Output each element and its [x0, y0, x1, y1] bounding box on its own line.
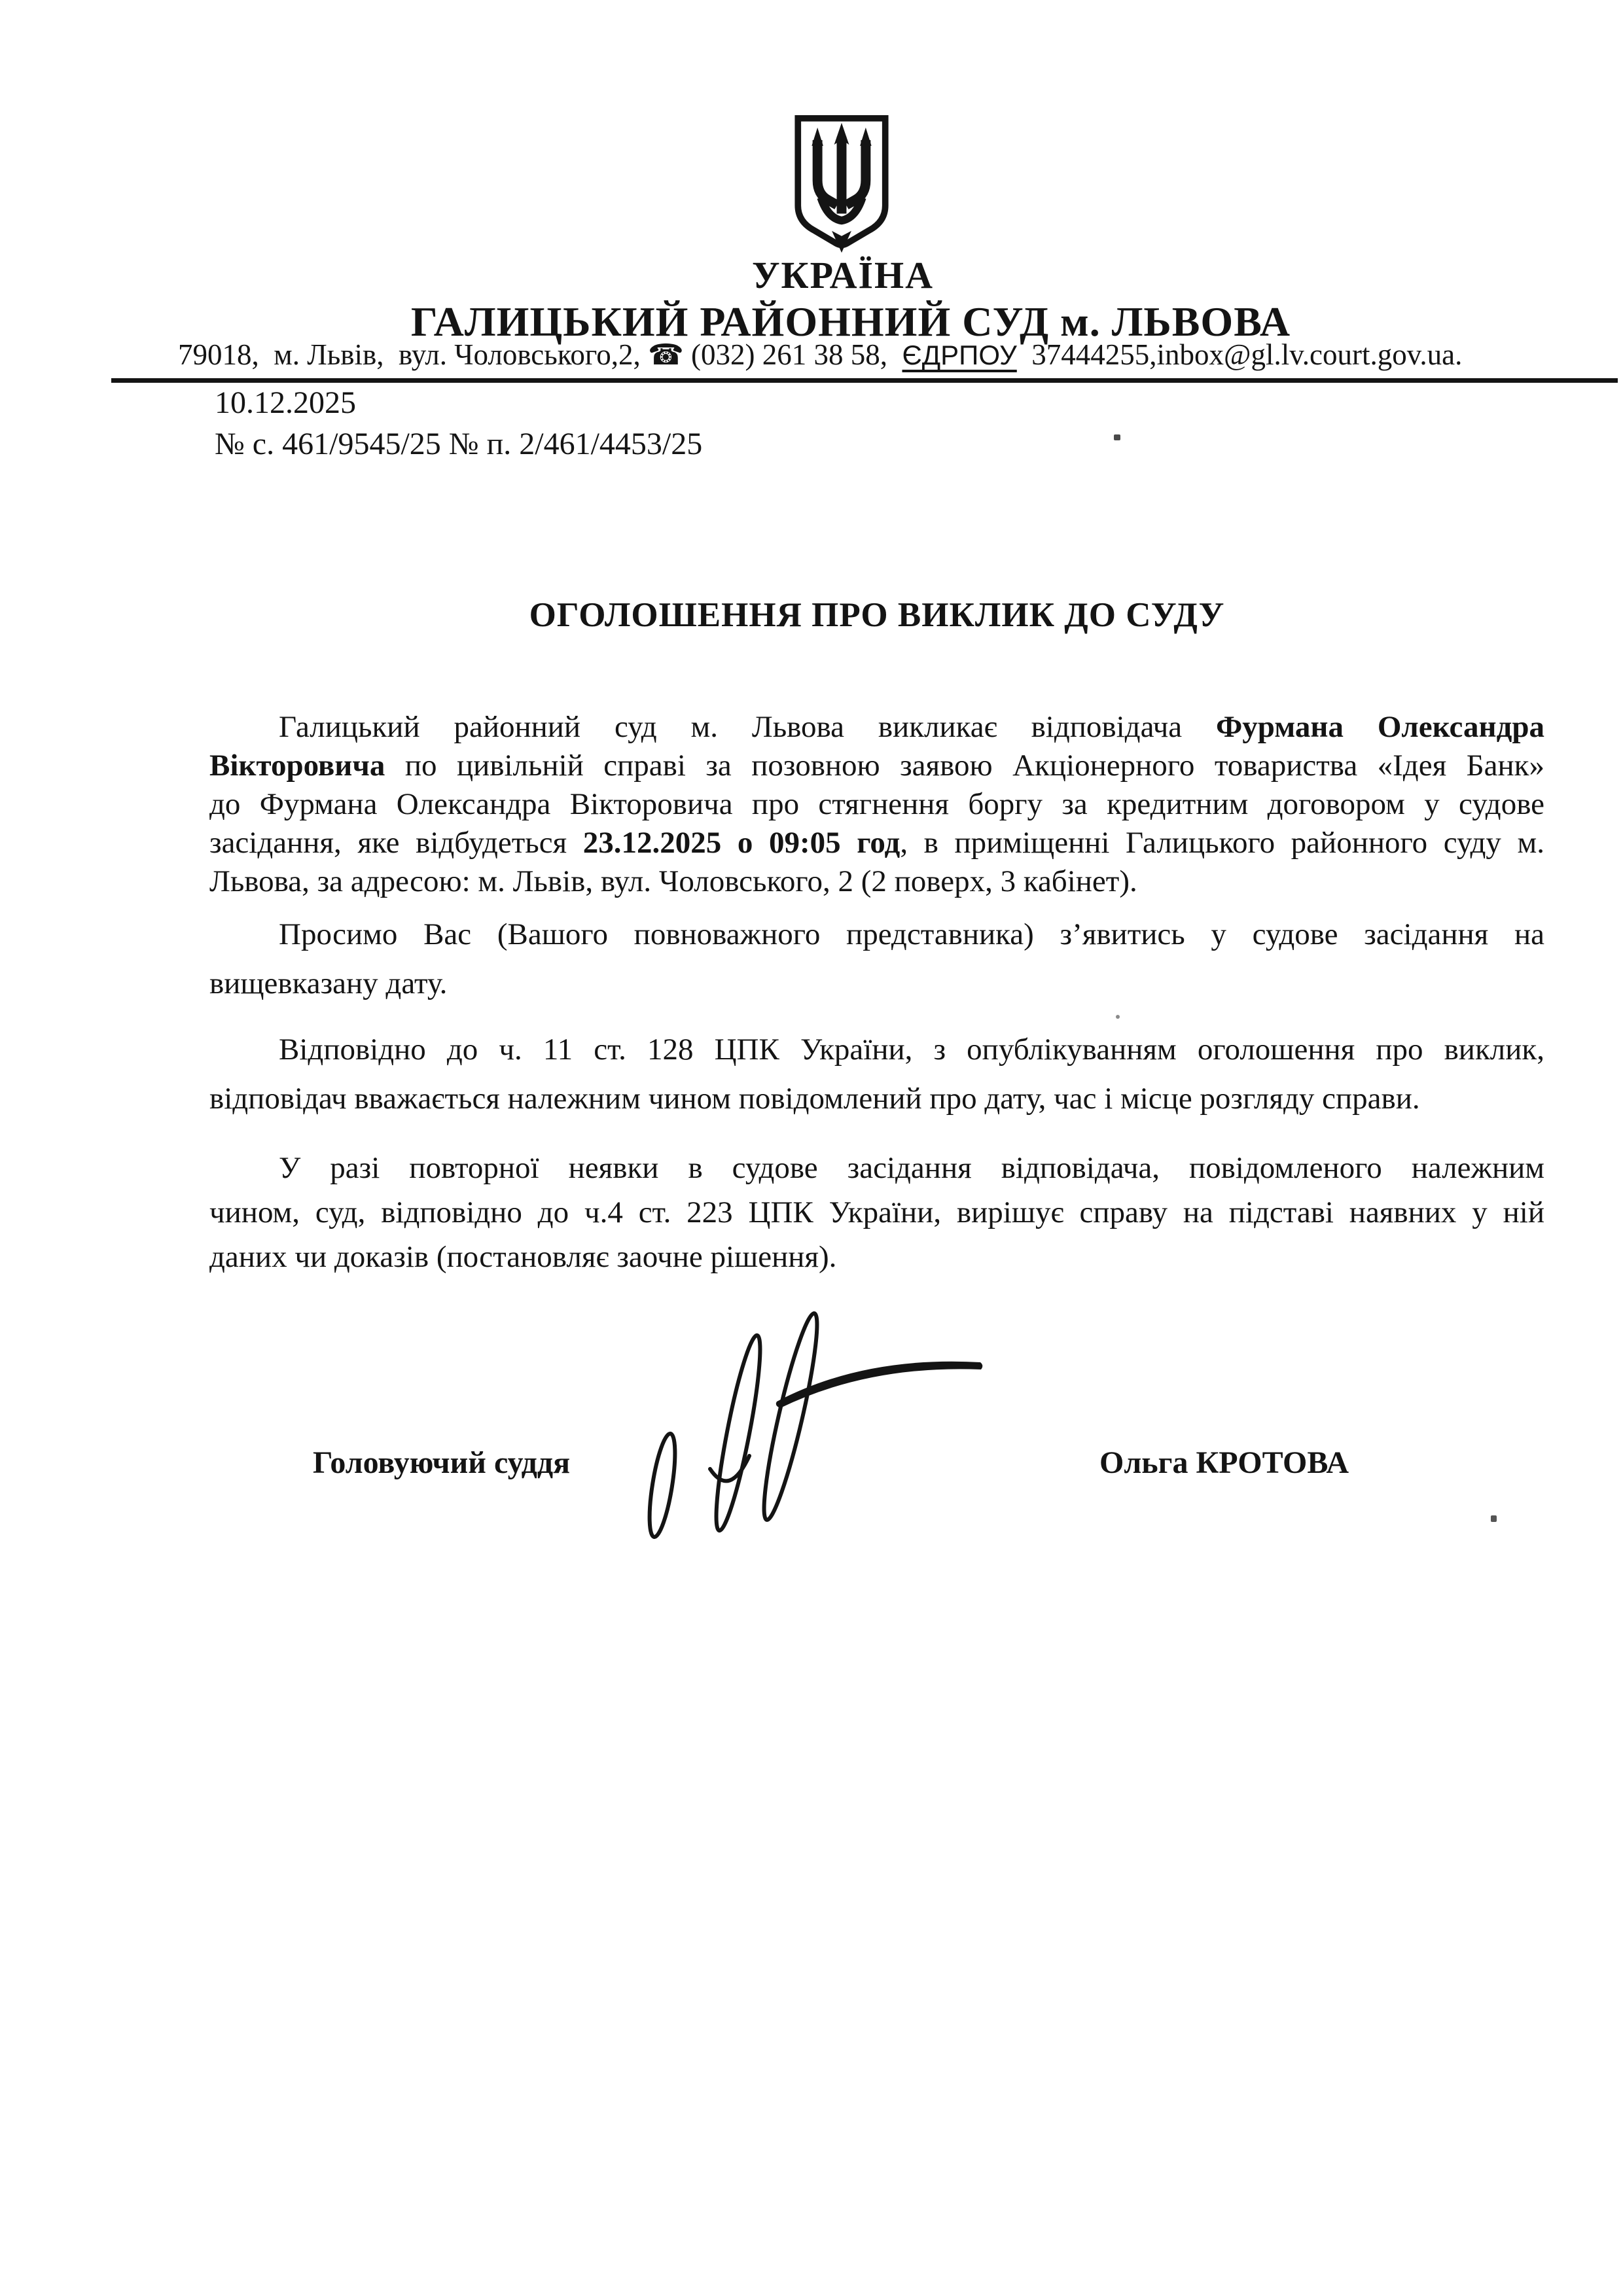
edrpou-label: ЄДРПОУ	[902, 340, 1017, 370]
hearing-datetime: 23.12.2025 о 09:05 год	[582, 826, 901, 860]
text-line	[209, 824, 1544, 862]
text-run: , в приміщенні Галицького районного суду м.	[900, 826, 1544, 860]
header-divider	[111, 378, 1618, 383]
scan-speck	[1114, 434, 1120, 440]
judge-name: Ольга КРОТОВА	[1099, 1445, 1349, 1480]
text-run: відповідач вважається належним чином повідомлений про дату, час і місце розгляду справи.	[209, 1082, 1420, 1116]
paragraph-request	[209, 910, 1544, 1008]
scan-speck	[1116, 1015, 1120, 1019]
handwritten-signature-icon	[589, 1302, 1014, 1544]
text-line	[209, 862, 1544, 901]
scan-speck	[1491, 1515, 1497, 1522]
text-line	[209, 910, 1544, 959]
right-prong-tip	[860, 128, 872, 146]
document-body	[209, 708, 1544, 1279]
text-run: Галицький районний суд м. Львова викликає відповідача	[279, 710, 1216, 744]
address-part3: 37444255,inbox@gl.lv.court.gov.ua.	[1016, 338, 1463, 371]
text-run: даних чи доказів (постановляє заочне рішення).	[209, 1240, 837, 1274]
country-name: УКРАЇНА	[751, 254, 935, 296]
text-line	[209, 1074, 1544, 1123]
text-run: Просимо Вас (Вашого повноважного представника) з’явитись у судове засідання на	[279, 917, 1544, 951]
text-run: до Фурмана Олександра Вікторовича про стягнення боргу за кредитним договором у судове	[209, 787, 1544, 821]
document-title: ОГОЛОШЕННЯ ПРО ВИКЛИК ДО СУДУ	[529, 596, 1225, 634]
phone-icon: ☎	[647, 338, 684, 372]
text-line	[209, 1025, 1544, 1074]
left-prong-tip	[812, 128, 823, 146]
court-name: ГАЛИЦЬКИЙ РАЙОННИЙ СУД м. ЛЬВОВА	[410, 298, 1291, 345]
text-line	[209, 1235, 1544, 1279]
address-phone-number: (032) 261 38 58,	[683, 338, 902, 371]
defendant-name: Фурмана Олександра	[1215, 710, 1544, 744]
text-run: вищевказану дату.	[209, 966, 448, 1000]
text-run: чином, суд, відповідно до ч.4 ст. 223 ЦПК України, вирішує справу на підставі наявних у ній	[209, 1195, 1544, 1229]
text-run: Львова, за адресою: м. Львів, вул. Чоловського, 2 (2 поверх, 3 кабінет).	[209, 864, 1137, 898]
address-part1: 79018, м. Львів, вул. Чоловського,2,	[178, 338, 648, 371]
text-line	[209, 959, 1544, 1008]
paragraph-summons	[209, 708, 1544, 901]
text-run: У разі повторної неявки в судове засідання відповідача, повідомленого належним	[279, 1151, 1544, 1185]
text-line	[209, 1190, 1544, 1235]
text-run: Відповідно до ч. 11 ст. 128 ЦПК України, з опублікуванням оголошення про виклик,	[279, 1033, 1544, 1067]
ukraine-trident-emblem-icon	[784, 113, 899, 263]
defendant-name: Вікторовича	[209, 749, 385, 783]
judge-title-label: Головуючий суддя	[313, 1445, 571, 1480]
text-line	[209, 708, 1544, 747]
text-run: засідання, яке відбудеться	[209, 826, 583, 860]
paragraph-notice	[209, 1025, 1544, 1123]
case-numbers: № с. 461/9545/25 № п. 2/461/4453/25	[215, 427, 703, 461]
paragraph-consequences	[209, 1146, 1544, 1279]
text-run: по цивільній справі за позовною заявою Акціонерного товариства «Ідея Банк»	[385, 749, 1544, 783]
text-line	[209, 785, 1544, 824]
text-line	[209, 747, 1544, 785]
document-date: 10.12.2025	[215, 385, 356, 420]
text-line	[209, 1146, 1544, 1190]
court-address-line	[178, 339, 1462, 372]
